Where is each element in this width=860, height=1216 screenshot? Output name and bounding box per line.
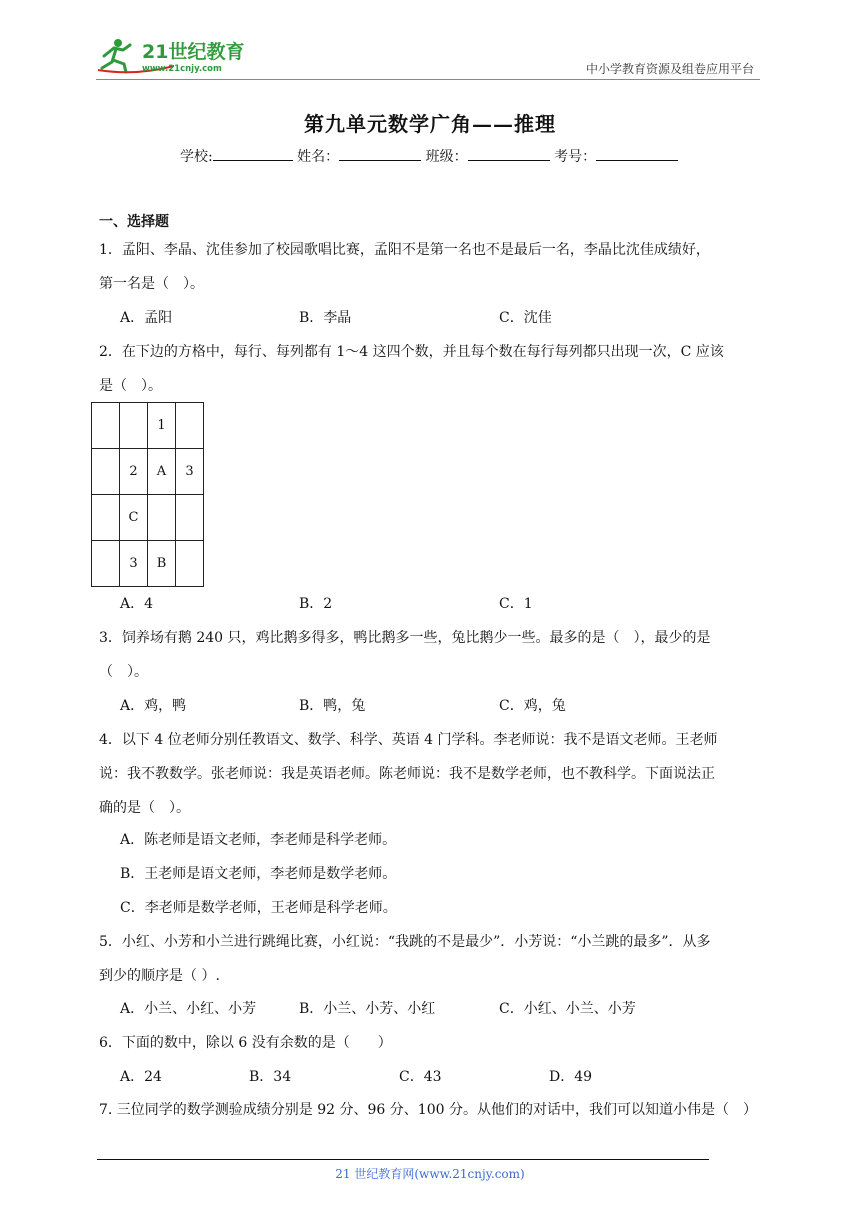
- q2-option-c: C．1: [499, 596, 533, 612]
- q2-text-line1: 2．在下边的方格中，每行、每列都有 1～4 这四个数，并且每个数在每行每列都只出现一次，C 应该: [99, 344, 724, 360]
- grid-cell: [92, 541, 120, 587]
- footer-divider: [97, 1159, 709, 1160]
- grid-cell: [92, 495, 120, 541]
- q6-text-line1: 6．下面的数中，除以 6 没有余数的是（ ）: [99, 1035, 392, 1051]
- grid-cell: C: [120, 495, 148, 541]
- grid-row: [92, 449, 204, 495]
- footer-link[interactable]: 21 世纪教育网(www.21cnjy.com): [335, 1167, 525, 1181]
- q1-option-b: B．李晶: [299, 310, 352, 326]
- grid-cell: [92, 449, 120, 495]
- grid-cell: [176, 403, 204, 449]
- grid-cell: 2: [120, 449, 148, 495]
- grid-cell: [176, 495, 204, 541]
- grid-cell: [148, 495, 176, 541]
- class-label: 班级：: [425, 149, 468, 165]
- grid-row: [92, 541, 204, 587]
- number-grid: [91, 402, 204, 587]
- q6-option-b: B．34: [249, 1069, 292, 1085]
- q6-option-a: A．24: [120, 1069, 162, 1085]
- q4-option-a: A．陈老师是语文老师，李老师是科学老师。: [120, 832, 397, 848]
- q7-text-line1: 7. 三位同学的数学测验成绩分别是 92 分、96 分、100 分。从他们的对话中，我们可以知道小伟是（ ）: [99, 1102, 757, 1118]
- q5-option-c: C．小红、小兰、小芳: [499, 1001, 636, 1017]
- grid-cell: 1: [148, 403, 176, 449]
- grid-cell: [120, 403, 148, 449]
- page-header: [96, 30, 760, 78]
- grid-cell: 3: [176, 449, 204, 495]
- grid-cell: [176, 541, 204, 587]
- q5-option-a: A．小兰、小红、小芳: [120, 1001, 257, 1017]
- student-info-fields: [180, 146, 678, 166]
- grid-cell: B: [148, 541, 176, 587]
- q3-text-line1: 3．饲养场有鹅 240 只，鸡比鹅多得多，鸭比鹅多一些，兔比鹅少一些。最多的是（ ），最少的是: [99, 630, 711, 646]
- q3-text-line2: （ ）。: [99, 664, 148, 680]
- grid-row: [92, 495, 204, 541]
- grid-cell: 3: [120, 541, 148, 587]
- class-blank: [468, 146, 550, 161]
- exam-no-label: 考号：: [554, 149, 597, 165]
- svg-text:www.21cnjy.com: www.21cnjy.com: [142, 64, 222, 74]
- grid-row: [92, 403, 204, 449]
- q5-text-line1: 5．小红、小芳和小兰进行跳绳比赛，小红说：“我跳的不是最少”．小芳说：“小兰跳的最多”．从多: [99, 934, 711, 950]
- q2-option-b: B．2: [299, 596, 333, 612]
- q6-option-d: D．49: [549, 1069, 593, 1085]
- exam-no-blank: [596, 146, 678, 161]
- q5-option-b: B．小兰、小芳、小红: [299, 1001, 436, 1017]
- svg-text:21世纪教育: 21世纪教育: [142, 41, 245, 63]
- name-blank: [339, 146, 421, 161]
- q2-option-a: A．4: [120, 596, 154, 612]
- q4-text-line2: 说：我不教数学。张老师说：我是英语老师。陈老师说：我不是数学老师，也不教科学。下面说法正: [99, 766, 715, 782]
- q1-option-a: A．孟阳: [120, 310, 173, 326]
- site-logo: [96, 36, 266, 76]
- q4-option-b: B．王老师是语文老师，李老师是数学老师。: [120, 866, 397, 882]
- grid-cell: A: [148, 449, 176, 495]
- school-label: 学校:: [180, 149, 213, 165]
- q3-option-a: A．鸡，鸭: [120, 698, 187, 714]
- name-label: 姓名：: [297, 149, 340, 165]
- q3-option-c: C．鸡，兔: [499, 698, 566, 714]
- q3-option-b: B．鸭，兔: [299, 698, 366, 714]
- q4-text-line3: 确的是（ ）。: [99, 800, 190, 816]
- q2-text-line2: 是（ ）。: [99, 378, 162, 394]
- platform-name: 中小学教育资源及组卷应用平台: [585, 62, 754, 76]
- q6-option-c: C．43: [399, 1069, 442, 1085]
- section-heading: 一、选择题: [99, 214, 169, 230]
- q4-option-c: C．李老师是数学老师，王老师是科学老师。: [120, 900, 397, 916]
- header-divider: [96, 79, 760, 80]
- q1-text-line1: 1．孟阳、李晶、沈佳参加了校园歌唱比赛，孟阳不是第一名也不是最后一名，李晶比沈佳成绩好，: [99, 242, 710, 258]
- q5-text-line2: 到少的顺序是（ ）.: [99, 968, 220, 984]
- q4-text-line1: 4．以下 4 位老师分别任教语文、数学、科学、英语 4 门学科。李老师说：我不是语文老师。王老师: [99, 732, 718, 748]
- q1-text-line2: 第一名是（ ）。: [99, 276, 204, 292]
- grid-cell: [92, 403, 120, 449]
- q1-option-c: C．沈佳: [499, 310, 552, 326]
- page-title: 第九单元数学广角——推理: [304, 112, 556, 136]
- school-blank: [213, 146, 293, 161]
